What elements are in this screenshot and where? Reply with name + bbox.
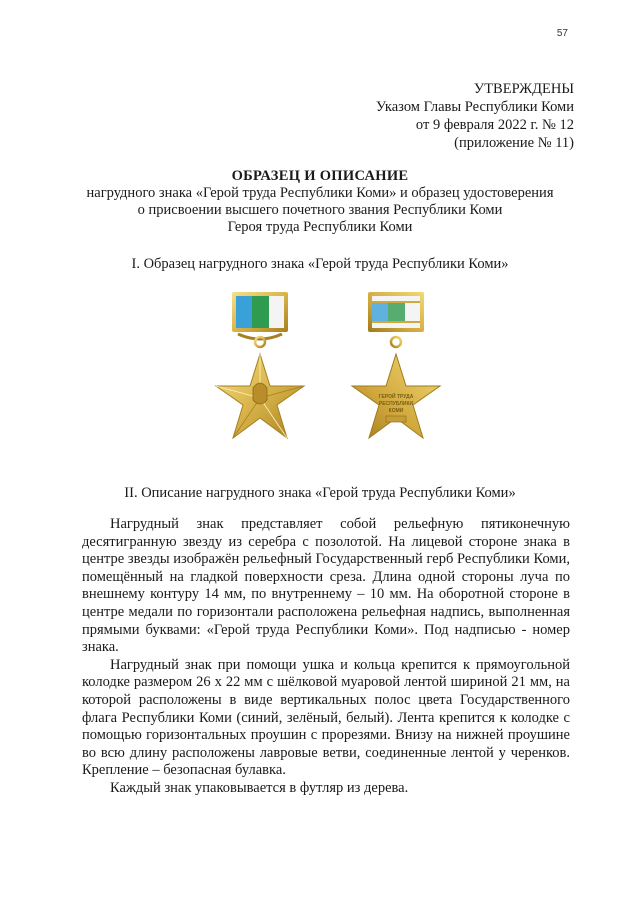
- approval-block: [376, 80, 574, 152]
- paragraph-2: Нагрудный знак при помощи ушка и кольца крепится к прямоугольной колодке размером 26 x 22 мм с шёлковой муаровой лентой шириной 21 мм, на которой расположены в виде вертикальных полос цвета Государственного флага Республики Коми (синий, зелёный, белый). Лента крепится к колодке с помощью горизонтальных проушин с прорезями. Внизу на нижней проушине во всю длину расположены лавровые ветви, соединенные лентой у черенков. Крепление – безопасная булавка.: [82, 656, 570, 779]
- reverse-inscription-line-2: РЕСПУБЛИКИ: [378, 401, 414, 407]
- heading-line-3: Героя труда Республики Коми: [227, 219, 413, 235]
- description-text: [82, 516, 570, 798]
- section-1-title: I. Образец нагрудного знака «Герой труда Республики Коми»: [131, 256, 509, 272]
- medal-reverse: [352, 292, 440, 438]
- document-title: ОБРАЗЕЦ И ОПИСАНИЕ: [231, 168, 409, 184]
- page-number: 57: [556, 28, 568, 39]
- approval-line-1: УТВЕРЖДЕНЫ: [473, 81, 574, 97]
- paragraph-3: Каждый знак упаковывается в футляр из дерева.: [110, 779, 409, 796]
- document-heading: [60, 168, 580, 236]
- reverse-inscription-line-3: КОМИ: [388, 408, 404, 414]
- paragraph-1: Нагрудный знак представляет собой рельефную пятиконечную десятигранную звезду из серебра с позолотой. На лицевой стороне знака в центре звезды изображён рельефный Государственный герб Республики Коми, помещённый на гладкой поверхности среза. Длина одной стороны луча по внешнему контуру 14 мм, по внутреннему – 10 мм. На оборотной стороне в центре медали по горизонтали расположена рельефная надпись, выполненная прямыми буквами: «Герой труда Республики Коми». Под надписью - номер знака.: [82, 516, 570, 656]
- heading-line-1: нагрудного знака «Герой труда Республики Коми» и образец удостоверения: [86, 185, 554, 201]
- heading-line-2: о присвоении высшего почетного звания Республики Коми: [137, 202, 503, 218]
- approval-line-4: (приложение № 11): [454, 135, 574, 151]
- reverse-inscription-line-1: ГЕРОЙ ТРУДА: [378, 394, 414, 400]
- approval-line-3: от 9 февраля 2022 г. № 12: [415, 117, 574, 133]
- approval-line-2: Указом Главы Республики Коми: [375, 99, 574, 115]
- medal-obverse: [216, 292, 304, 438]
- medal-images: [200, 288, 460, 468]
- section-2-title: II. Описание нагрудного знака «Герой труда Республики Коми»: [124, 485, 516, 501]
